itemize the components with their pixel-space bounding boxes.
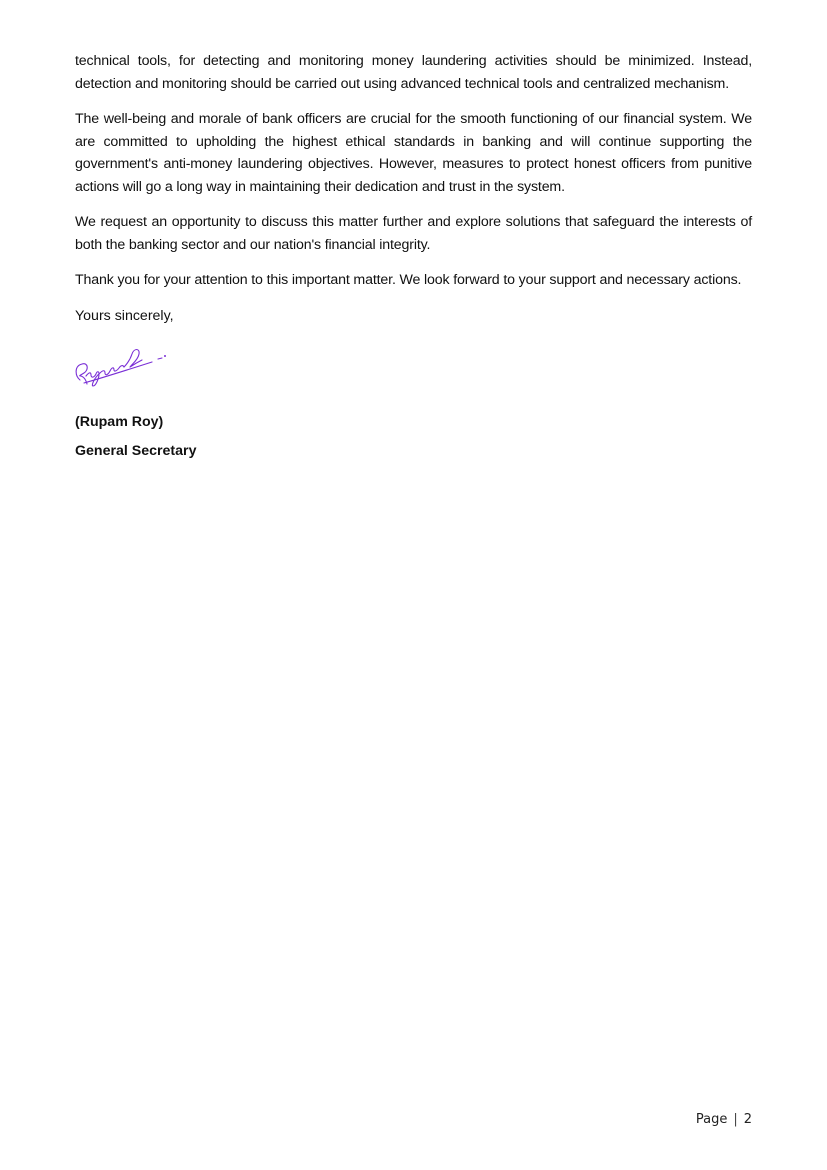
- paragraph-4: Thank you for your attention to this important matter. We look forward to your support and necessary actions.: [75, 272, 742, 288]
- paragraph-1: technical tools, for detecting and monitoring money laundering activities should be minimized. Instead, detection and monitoring should be carried out using advanced technical tools and centralized mechanism.: [75, 53, 752, 92]
- paragraph-3: We request an opportunity to discuss this matter further and explore solutions that safeguard the interests of both the banking sector and our nation's financial integrity.: [75, 214, 752, 253]
- paragraph-2: The well-being and morale of bank officers are crucial for the smooth functioning of our financial system. We are committed to upholding the highest ethical standards in banking and will continue supporting the government's anti-money laundering objectives. However, measures to protect honest officers from punitive actions will go a long way in maintaining their dedication and trust in the system.: [75, 111, 752, 195]
- page-number: 2: [743, 1112, 752, 1127]
- closing-salutation: Yours sincerely,: [75, 307, 174, 324]
- signatory-title: General Secretary: [75, 443, 197, 459]
- signatory-name: (Rupam Roy): [75, 414, 164, 430]
- page-footer: [696, 1112, 752, 1127]
- page-separator: |: [733, 1112, 738, 1127]
- handwritten-signature: [72, 340, 172, 396]
- letter-body: [75, 50, 752, 327]
- page-label: Page: [695, 1112, 728, 1127]
